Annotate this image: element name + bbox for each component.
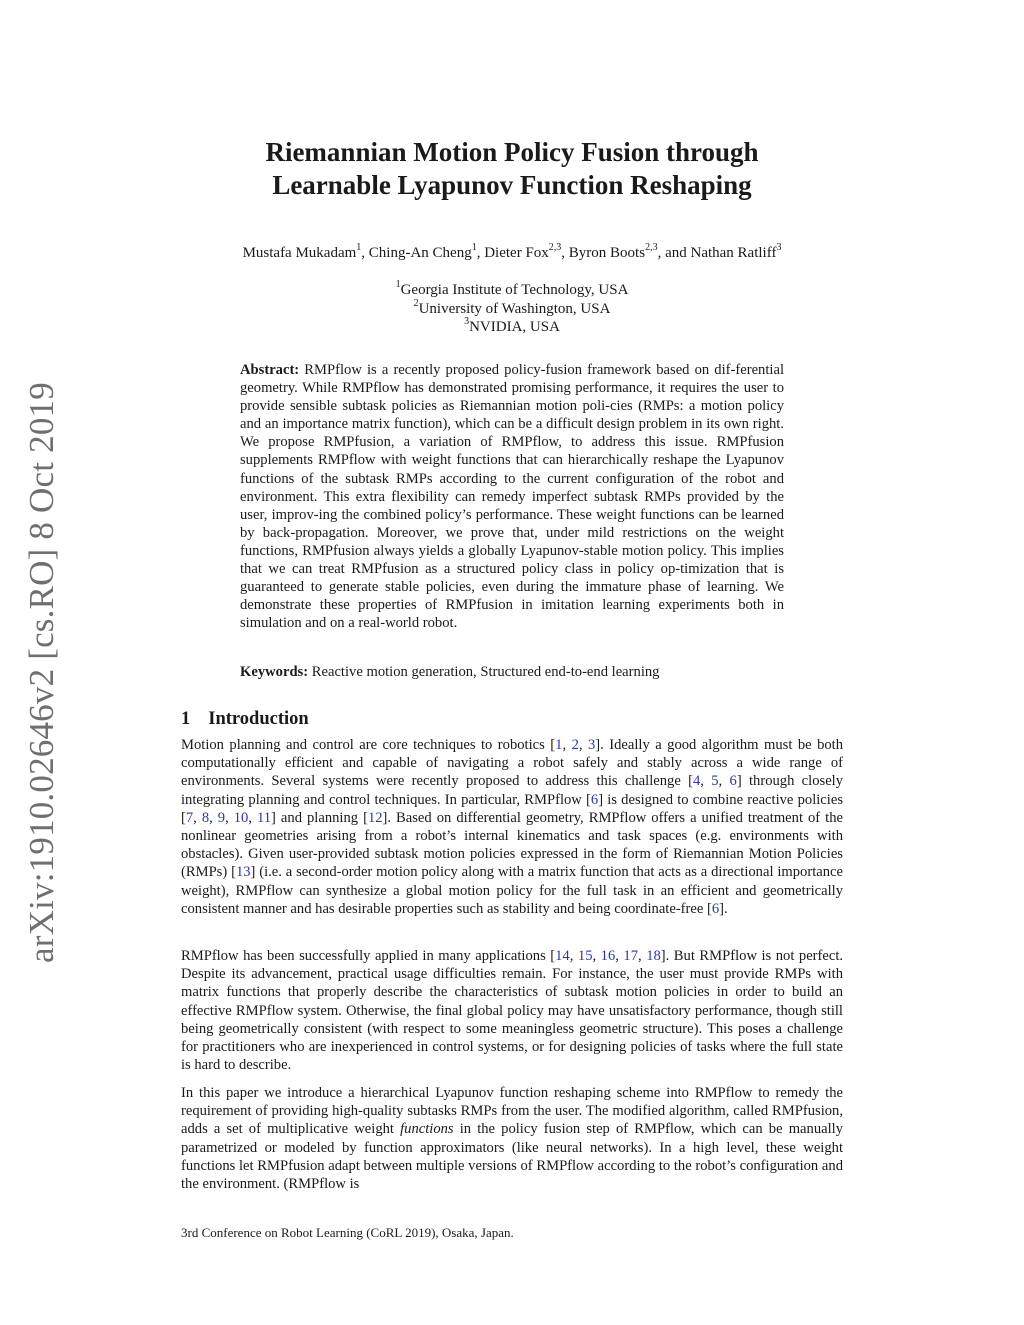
author-affiliation-mark: 1: [356, 242, 362, 253]
citation-link[interactable]: 6: [590, 791, 599, 808]
citation-link[interactable]: 2: [571, 737, 579, 753]
citation-link[interactable]: 17: [623, 948, 639, 964]
author-affiliation-mark: 3: [776, 242, 782, 253]
paragraph-text: RMPflow has been successfully applied in many applications [: [181, 948, 556, 964]
citation-link[interactable]: 5: [711, 773, 719, 790]
paragraph-text: ] (i.e. a second-order motion policy along with a matrix function that acts as a directional importance weight), RMPflow can synthesize a global motion policy for the full task in an efficient and geometrically consistent manner and has desirable properties such as stability and being coordinate-free [: [181, 864, 843, 917]
citation-link[interactable]: 14: [555, 948, 570, 964]
body-paragraph-3: [181, 1084, 843, 1193]
author-affiliation-mark: 2,3: [548, 242, 562, 253]
affiliation-text: Georgia Institute of Technology, USA: [400, 282, 629, 298]
author-name: Ching-An Cheng: [368, 245, 472, 261]
paragraph-text: ]. Ideally a good algorithm must be both computationally efficient and capable of navigating a robot safely and stably across a wide range of environments. Several systems were recently proposed to address this challenge [: [181, 737, 844, 790]
citation-link[interactable]: 4: [692, 773, 701, 790]
emphasis-text: functions: [400, 1121, 454, 1138]
abstract-text: RMPflow is a recently proposed policy-fusion framework based on dif-ferential geometry. While RMPflow has demonstrated promising performance, it requires the user to provide sensible subtask policies as Riemannian motion poli-cies (RMPs: a motion policy and an importance matrix function), which can be a difficult design problem in its own right. We propose RMPfusion, a variation of RMPflow, to address this issue. RMPfusion supplements RMPflow with weight functions that can hierarchically reshape the Lyapunov functions of the subtask RMPs according to the current configuration of the robot and environment. This extra flexibility can remedy imperfect subtask RMPs provided by the user, improv-ing the combined policy’s performance. These weight functions can be learned by back-propagation. Moreover, we prove that, under mild restrictions on the weight functions, RMPfusion always yields a globally Lyapunov-stable motion policy. This implies that we can treat RMPfusion as a structured policy class in policy op-timization that is guaranteed to generate stable policies, even during the immature phase of learning. We demonstrate these properties of RMPfusion in imitation learning experiments both in simulation and on a real-world robot.: [240, 362, 784, 632]
citation-link[interactable]: 6: [711, 900, 720, 917]
citation-link[interactable]: 8: [201, 809, 210, 826]
paragraph-text: ]. But RMPflow is not perfect. Despite its advancement, practical usage difficulties remain. For instance, the user must provide RMPs with matrix functions that properly describe the characteristics of subtask motion policies in order to build an effective RMPflow system. Otherwise, the final global policy may have unsatisfactory performance, though still being geometrically consistent (with respect to some meaningless geometric structure). This poses a challenge for practitioners who are inexperienced in control systems, or for designing policies of tasks where the full state is hard to describe.: [181, 948, 844, 1074]
paragraph-text: ,: [700, 773, 712, 790]
citation-link[interactable]: 9: [217, 809, 226, 826]
section-heading: [181, 709, 309, 730]
title-line-1: Riemannian Motion Policy Fusion through: [265, 137, 759, 167]
affiliation-line: [0, 297, 1024, 319]
keywords-text: Reactive motion generation, Structured end-to-end learning: [311, 664, 660, 680]
paragraph-text: ,: [209, 809, 218, 826]
section-number: 1: [181, 709, 191, 729]
author-name: Dieter Fox: [484, 245, 549, 261]
citation-link[interactable]: 15: [577, 948, 593, 964]
author-list: [0, 244, 1024, 262]
title-line-2: Learnable Lyapunov Function Reshaping: [272, 170, 752, 200]
citation-link[interactable]: 12: [367, 809, 383, 826]
affiliation-mark: 1: [395, 279, 401, 290]
affiliation-text: University of Washington, USA: [418, 300, 611, 317]
author-separator: ,: [561, 245, 569, 261]
keywords: [240, 663, 800, 681]
paragraph-text: ,: [562, 737, 572, 753]
paragraph-text: in the policy fusion step of RMPflow, which can be manually parametrized or modeled by function approximators (like neural networks). In a high level, these weight functions let RMPfusion adapt between multiple versions of RMPflow according to the robot’s configuration and the environment. (RMPflow is: [181, 1121, 843, 1193]
paragraph-text: ,: [225, 809, 234, 826]
keywords-label: Keywords:: [240, 664, 309, 680]
citation-link[interactable]: 3: [587, 737, 596, 753]
citation-link[interactable]: 1: [555, 737, 563, 753]
paragraph-text: ].: [719, 900, 728, 917]
author-affiliation-mark: 1: [471, 242, 477, 253]
paper-title: [0, 136, 1024, 202]
citation-link[interactable]: 7: [185, 809, 194, 826]
paragraph-text: Motion planning and control are core techniques to robotics [: [181, 737, 556, 753]
affiliation-text: NVIDIA, USA: [469, 319, 560, 335]
paragraph-text: ,: [578, 737, 588, 753]
author-name: Byron Boots: [568, 245, 646, 261]
citation-link[interactable]: 6: [729, 773, 737, 790]
author-separator: ,: [361, 245, 369, 261]
affiliation-mark: 3: [464, 316, 470, 327]
paragraph-text: ] and planning [: [271, 809, 368, 826]
affiliation-list: [0, 281, 1024, 337]
paragraph-text: ]. Based on differential geometry, RMPflow offers a unified treatment of the nonlinear geometries arising from a robot’s internal kinematics and task spaces (e.g. environments with obstacles). Given user-provided subtask motion policies expressed in the form of Riemannian Motion Policies (RMPs) [: [181, 809, 843, 881]
paragraph-text: ] is designed to combine reactive policies [: [181, 791, 843, 826]
author-name: Nathan Ratliff: [690, 245, 777, 261]
paragraph-text: ,: [615, 948, 624, 964]
citation-link[interactable]: 13: [235, 864, 251, 881]
citation-link[interactable]: 16: [600, 948, 616, 964]
abstract-label: Abstract:: [240, 362, 300, 378]
citation-link[interactable]: 10: [233, 809, 249, 826]
arxiv-identifier-stamp: arXiv:1910.02646v2 [cs.RO] 8 Oct 2019: [22, 382, 61, 963]
author-affiliation-mark: 2,3: [645, 242, 658, 253]
paragraph-text: ,: [638, 948, 647, 964]
paragraph-text: ] through closely integrating planning and control techniques. In particular, RMPflow [: [181, 773, 844, 808]
paragraph-text: In this paper we introduce a hierarchical Lyapunov function reshaping scheme into RMPflow to remedy the requirement of providing high-quality subtasks RMPs from the user. The modified algorithm, called RMPfusion, adds a set of multiplicative weight: [181, 1085, 843, 1138]
body-paragraph-2: [181, 947, 843, 1074]
body-paragraph-1: [181, 736, 843, 918]
author-separator: , and: [657, 245, 691, 261]
citation-link[interactable]: 11: [256, 809, 272, 826]
citation-link[interactable]: 18: [646, 948, 661, 964]
paragraph-text: ,: [248, 809, 257, 826]
affiliation-line: [0, 281, 1024, 300]
paragraph-text: ,: [569, 948, 578, 964]
author-name: Mustafa Mukadam: [242, 245, 357, 261]
abstract: [240, 361, 784, 632]
author-separator: ,: [476, 245, 485, 261]
section-title: Introduction: [208, 709, 309, 729]
affiliation-line: [0, 318, 1024, 337]
paragraph-text: ,: [718, 773, 730, 790]
conference-footer: 3rd Conference on Robot Learning (CoRL 2019), Osaka, Japan.: [181, 1225, 514, 1240]
paragraph-text: ,: [193, 809, 202, 826]
paragraph-text: ,: [592, 948, 601, 964]
affiliation-mark: 2: [413, 297, 419, 309]
